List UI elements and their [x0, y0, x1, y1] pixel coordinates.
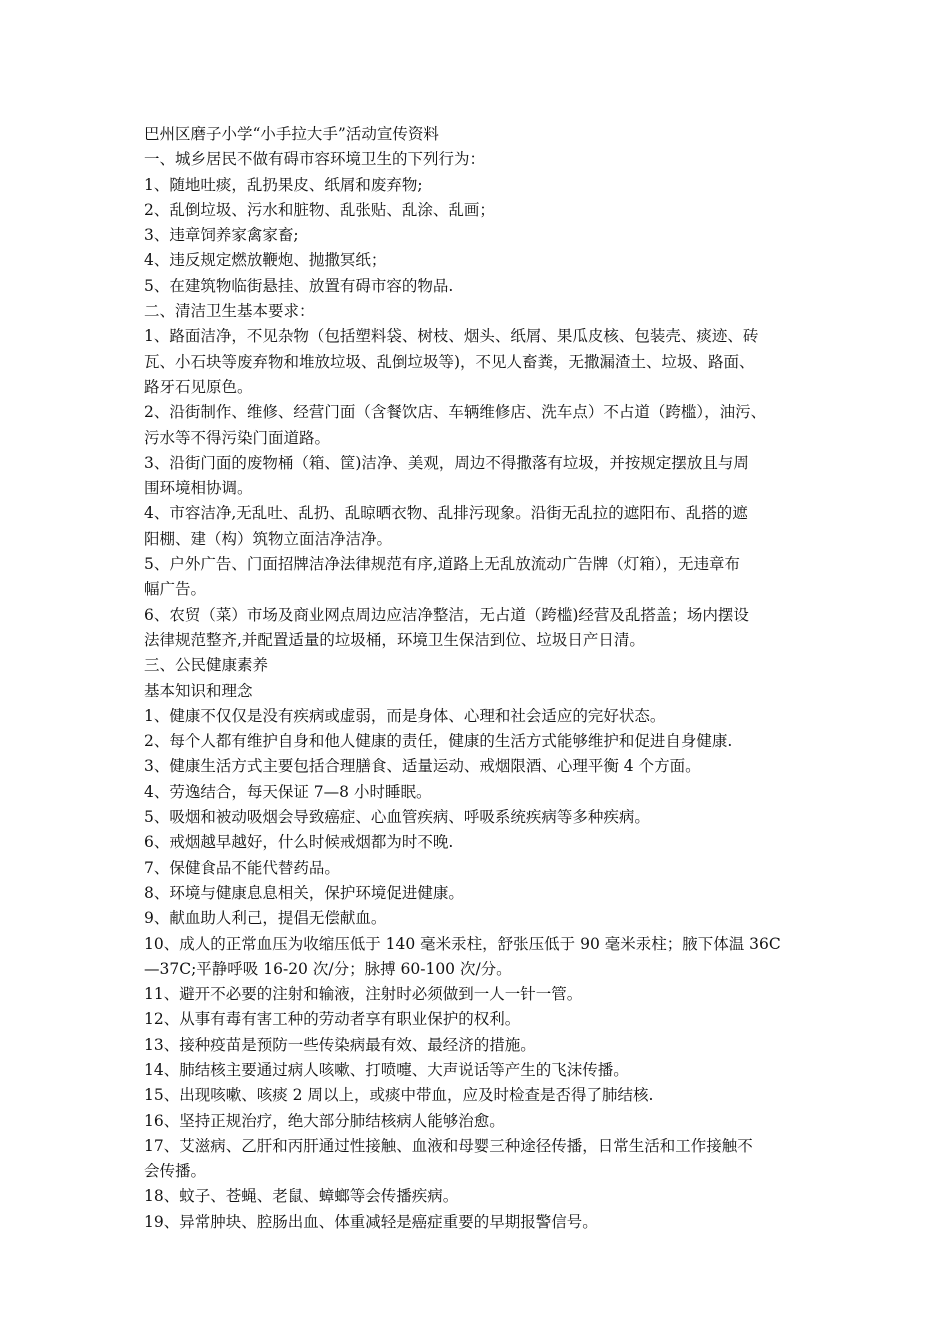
text-line: 围环境相协调。 [144, 479, 253, 498]
text-line: 一、城乡居民不做有碍市容环境卫生的下列行为： [144, 150, 486, 169]
document-title: 巴州区磨子小学“小手拉大手”活动宣传资料 [144, 125, 439, 143]
text-line: 19、异常肿块、腔肠出血、体重减轻是癌症重要的早期报警信号。 [144, 1212, 598, 1231]
text-line: 5、吸烟和被动吸烟会导致癌症、心血管疾病、呼吸系统疾病等多种疾病。 [144, 808, 650, 827]
text-line: 18、蚊子、苍蝇、老鼠、蟑螂等会传播疾病。 [144, 1187, 459, 1206]
text-line: 2、乱倒垃圾、污水和脏物、乱张贴、乱涂、乱画； [144, 200, 495, 219]
text-line: —37C;平静呼吸 16-20 次/分；脉搏 60-100 次/分。 [144, 959, 512, 978]
text-line: 8、环境与健康息息相关，保护环境促进健康。 [144, 883, 464, 902]
text-line: 11、避开不必要的注射和输液，注射时必须做到一人一针一管。 [144, 985, 583, 1004]
text-line: 6、戒烟越早越好，什么时候戒烟都为时不晚. [144, 833, 454, 852]
text-line: 3、违章饲养家禽家畜; [144, 226, 299, 245]
text-line: 13、接种疫苗是预防一些传染病最有效、最经济的措施。 [144, 1035, 536, 1054]
text-line: 4、劳逸结合，每天保证 7—8 小时睡眠。 [144, 782, 432, 801]
text-line: 7、保健食品不能代替药品。 [144, 858, 340, 877]
text-line: 12、从事有毒有害工种的劳动者享有职业保护的权利。 [144, 1010, 521, 1029]
text-line: 3、沿街门面的废物桶（箱、筐)洁净、美观，周边不得撒落有垃圾，并按规定摆放且与周 [144, 453, 749, 472]
text-line: 三、公民健康素养 [144, 656, 269, 675]
text-line: 16、坚持正规治疗，绝大部分肺结核病人能够治愈。 [144, 1111, 505, 1130]
text-line: 路牙石见原色。 [144, 377, 253, 396]
text-line: 二、清洁卫生基本要求： [144, 302, 315, 321]
text-line: 瓦、小石块等废弃物和堆放垃圾、乱倒垃圾等)，不见人畜粪，无撒漏渣土、垃圾、路面、 [144, 352, 755, 371]
text-line: 法律规范整齐,并配置适量的垃圾桶，环境卫生保洁到位、垃圾日产日清。 [144, 630, 645, 649]
text-line: 污水等不得污染门面道路。 [144, 428, 331, 447]
text-line: 阳棚、建（构）筑物立面洁净洁净。 [144, 529, 393, 548]
text-line: 2、每个人都有维护自身和他人健康的责任，健康的生活方式能够维护和促进自身健康. [144, 732, 733, 751]
text-line: 3、健康生活方式主要包括合理膳食、适量运动、戒烟限酒、心理平衡 4 个方面。 [144, 757, 701, 776]
text-line: 基本知识和理念 [144, 681, 253, 700]
text-line: 5、在建筑物临街悬挂、放置有碍市容的物品. [144, 276, 454, 295]
text-line: 15、出现咳嗽、咳痰 2 周以上，或痰中带血，应及时检查是否得了肺结核. [144, 1086, 654, 1105]
text-line: 10、成人的正常血压为收缩压低于 140 毫米汞柱，舒张压低于 90 毫米汞柱；腋下体温 36C [144, 934, 781, 953]
text-line: 会传播。 [144, 1162, 207, 1181]
text-line: 5、户外广告、门面招牌洁净法律规范有序,道路上无乱放流动广告牌（灯箱），无违章布 [144, 555, 741, 574]
text-line: 17、艾滋病、乙肝和丙肝通过性接触、血液和母婴三种途径传播，日常生活和工作接触不 [144, 1136, 753, 1155]
text-line: 14、肺结核主要通过病人咳嗽、打喷嚏、大声说话等产生的飞沫传播。 [144, 1060, 629, 1079]
text-line: 幅广告。 [144, 580, 207, 599]
text-line: 2、沿街制作、维修、经营门面（含餐饮店、车辆维修店、洗车点）不占道（跨槛），油污、 [144, 403, 767, 422]
text-line: 9、献血助人利己，提倡无偿献血。 [144, 909, 387, 928]
text-line: 1、路面洁净，不见杂物（包括塑料袋、树枝、烟头、纸屑、果瓜皮核、包装壳、痰迹、砖 [144, 327, 759, 346]
text-line: 6、农贸（菜）市场及商业网点周边应洁净整洁，无占道（跨槛)经营及乱搭盖；场内摆设 [144, 605, 749, 624]
text-line: 1、健康不仅仅是没有疾病或虚弱，而是身体、心理和社会适应的完好状态。 [144, 706, 666, 725]
text-line: 4、市容洁净,无乱吐、乱扔、乱晾晒衣物、乱排污现象。沿街无乱拉的遮阳布、乱搭的遮 [144, 504, 748, 523]
document-body [144, 122, 820, 1235]
text-line: 1、随地吐痰，乱扔果皮、纸屑和废弃物; [144, 175, 423, 194]
text-line: 4、违反规定燃放鞭炮、抛撒冥纸； [144, 251, 387, 270]
